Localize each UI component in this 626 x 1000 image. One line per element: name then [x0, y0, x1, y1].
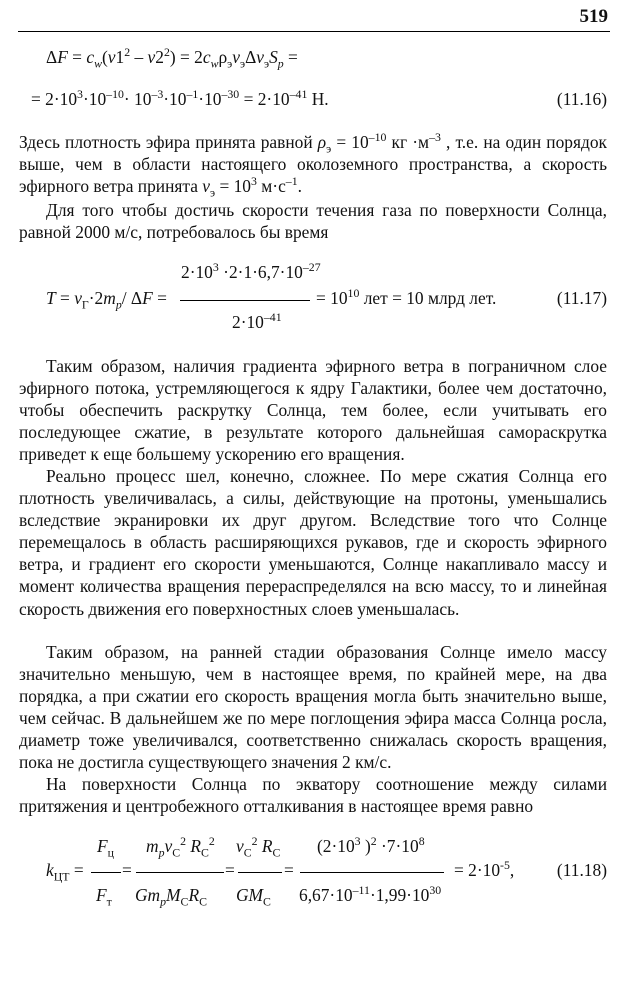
equation-11-18-eq-3: = [284, 860, 294, 880]
equation-11-18-den1: $F_т$ [96, 885, 112, 909]
equation-11-18-bar-1 [91, 872, 121, 873]
paragraph-early-stage: Таким образом, на ранней стадии образования Солнце имело массу значительно меньшую, чем в настоящее время, по крайней мере, на два порядка, а при сжатии его скорость вращения могла быть значительно выше, чем сейчас. В дальнейшем же по мере поглощения эфира масса Солнца росла, диаметр тоже увеличивался, соответственно снижалась скорость вращения, пока не достигла существующего значения 2 км/с. [19, 642, 607, 773]
equation-11-18-eq-1: = [122, 860, 132, 880]
equation-11-18-num3: $v_C^2$ $R_C$ [236, 834, 281, 860]
equation-11-16-line-2: = $2\cdot 10^3\cdot 10^{-10}\cdot 10^{-3}\cdot 10^{-1}\cdot 10^{-30} = 2\cdot 10^{-41}$ Н. [31, 87, 329, 109]
equation-11-18-den4: $6,67\cdot 10^{-11}\cdot 1,99\cdot 10^{30}$ [299, 883, 442, 905]
equation-11-18-bar-3 [238, 872, 282, 873]
page-number: 519 [579, 6, 608, 27]
equation-11-18-num4: ($2\cdot 10^3$ )$^2 \cdot 7\cdot 10^8$ [317, 834, 425, 856]
equation-11-17-lhs: $T = v_Г\cdot 2m_p/$ ΔF = [46, 288, 167, 312]
equation-11-18-bar-2 [136, 872, 224, 873]
equation-number-11-16: (11.16) [556, 89, 607, 109]
equation-11-18-num1: $F_ц$ [97, 836, 114, 860]
equation-number-11-18: (11.18) [556, 860, 607, 880]
paragraph-process: Реально процесс шел, конечно, сложнее. По мере сжатия Солнца его плотность увеличивалась, а силы, действующие на протоны, уменьшались вследствие экранировки их друг другом. Вследствие того что Солнце перемещалось в область расширяющихся рукавов, где и скорость эфирного ветра, и градиент его скорости уменьшаются, Солнце накапливало массу и момент количества вращения перераспределялся на всю массу, то и линейная скорость движения его поверхностных слоев уменьшалась. [19, 466, 607, 619]
equation-11-18-lhs: $k_{ЦТ}$ = [46, 860, 84, 884]
paragraph-gradient: Таким образом, наличия градиента эфирного ветра в пограничном слое эфирного потока, устремляющегося к ядру Галактики, более чем достаточно, чтобы обеспечить раскрутку Солнца, тем более, если учитывать его последующее сжатие, в результате которого дальнейшая самораскрутка приведет к еще большему ускорению его вращения. [19, 356, 607, 465]
equation-11-17-denominator: $2\cdot 10^{-41}$ [232, 310, 282, 332]
paragraph-density: Здесь плотность эфира принята равной $\rho_э = 10^{-10}$ кг $\cdot м^{-3}$ , т.е. на один порядок выше, чем в области настоящего околоземного пространства, а скорость эфирного ветра принята $v_э = 10^3$ $м\cdot с^{-1}$. [19, 130, 607, 200]
equation-number-11-17: (11.17) [556, 288, 607, 308]
equation-11-17-numerator: $2\cdot 10^3 \cdot 2\cdot 1\cdot 6,7\cdot 10^{-27}$ [181, 260, 321, 282]
equation-11-18-eq-2: = [225, 860, 235, 880]
equation-11-18-result: = $2\cdot 10^{-5}$, [454, 858, 515, 880]
equation-11-18-den3: $GM_C$ [236, 885, 271, 909]
paragraph-equator: На поверхности Солнца по экватору соотношение между силами притяжения и центробежного отталкивания в настоящее время равно [19, 774, 607, 817]
equation-11-18-den2: $Gm_pM_CR_C$ [135, 885, 207, 909]
paragraph-gas-speed: Для того чтобы достичь скорости течения газа по поверхности Солнца, равной 2000 м/с, потребовалось бы время [19, 200, 607, 243]
equation-11-17-rhs: = $10^{10}$ лет = 10 млрд лет. [316, 286, 497, 308]
equation-11-18-bar-4 [300, 872, 444, 873]
equation-11-17-fraction-bar [180, 300, 310, 301]
header-rule [18, 31, 610, 32]
equation-11-18-num2: $m_pv_C^2$ $R_C^2$ [146, 834, 215, 860]
equation-11-16-line-1: $\Delta F = c_w(v1^2 - v2^2) = 2c_w\rho_эv_э\Delta v_эS_p$ = [46, 45, 298, 71]
